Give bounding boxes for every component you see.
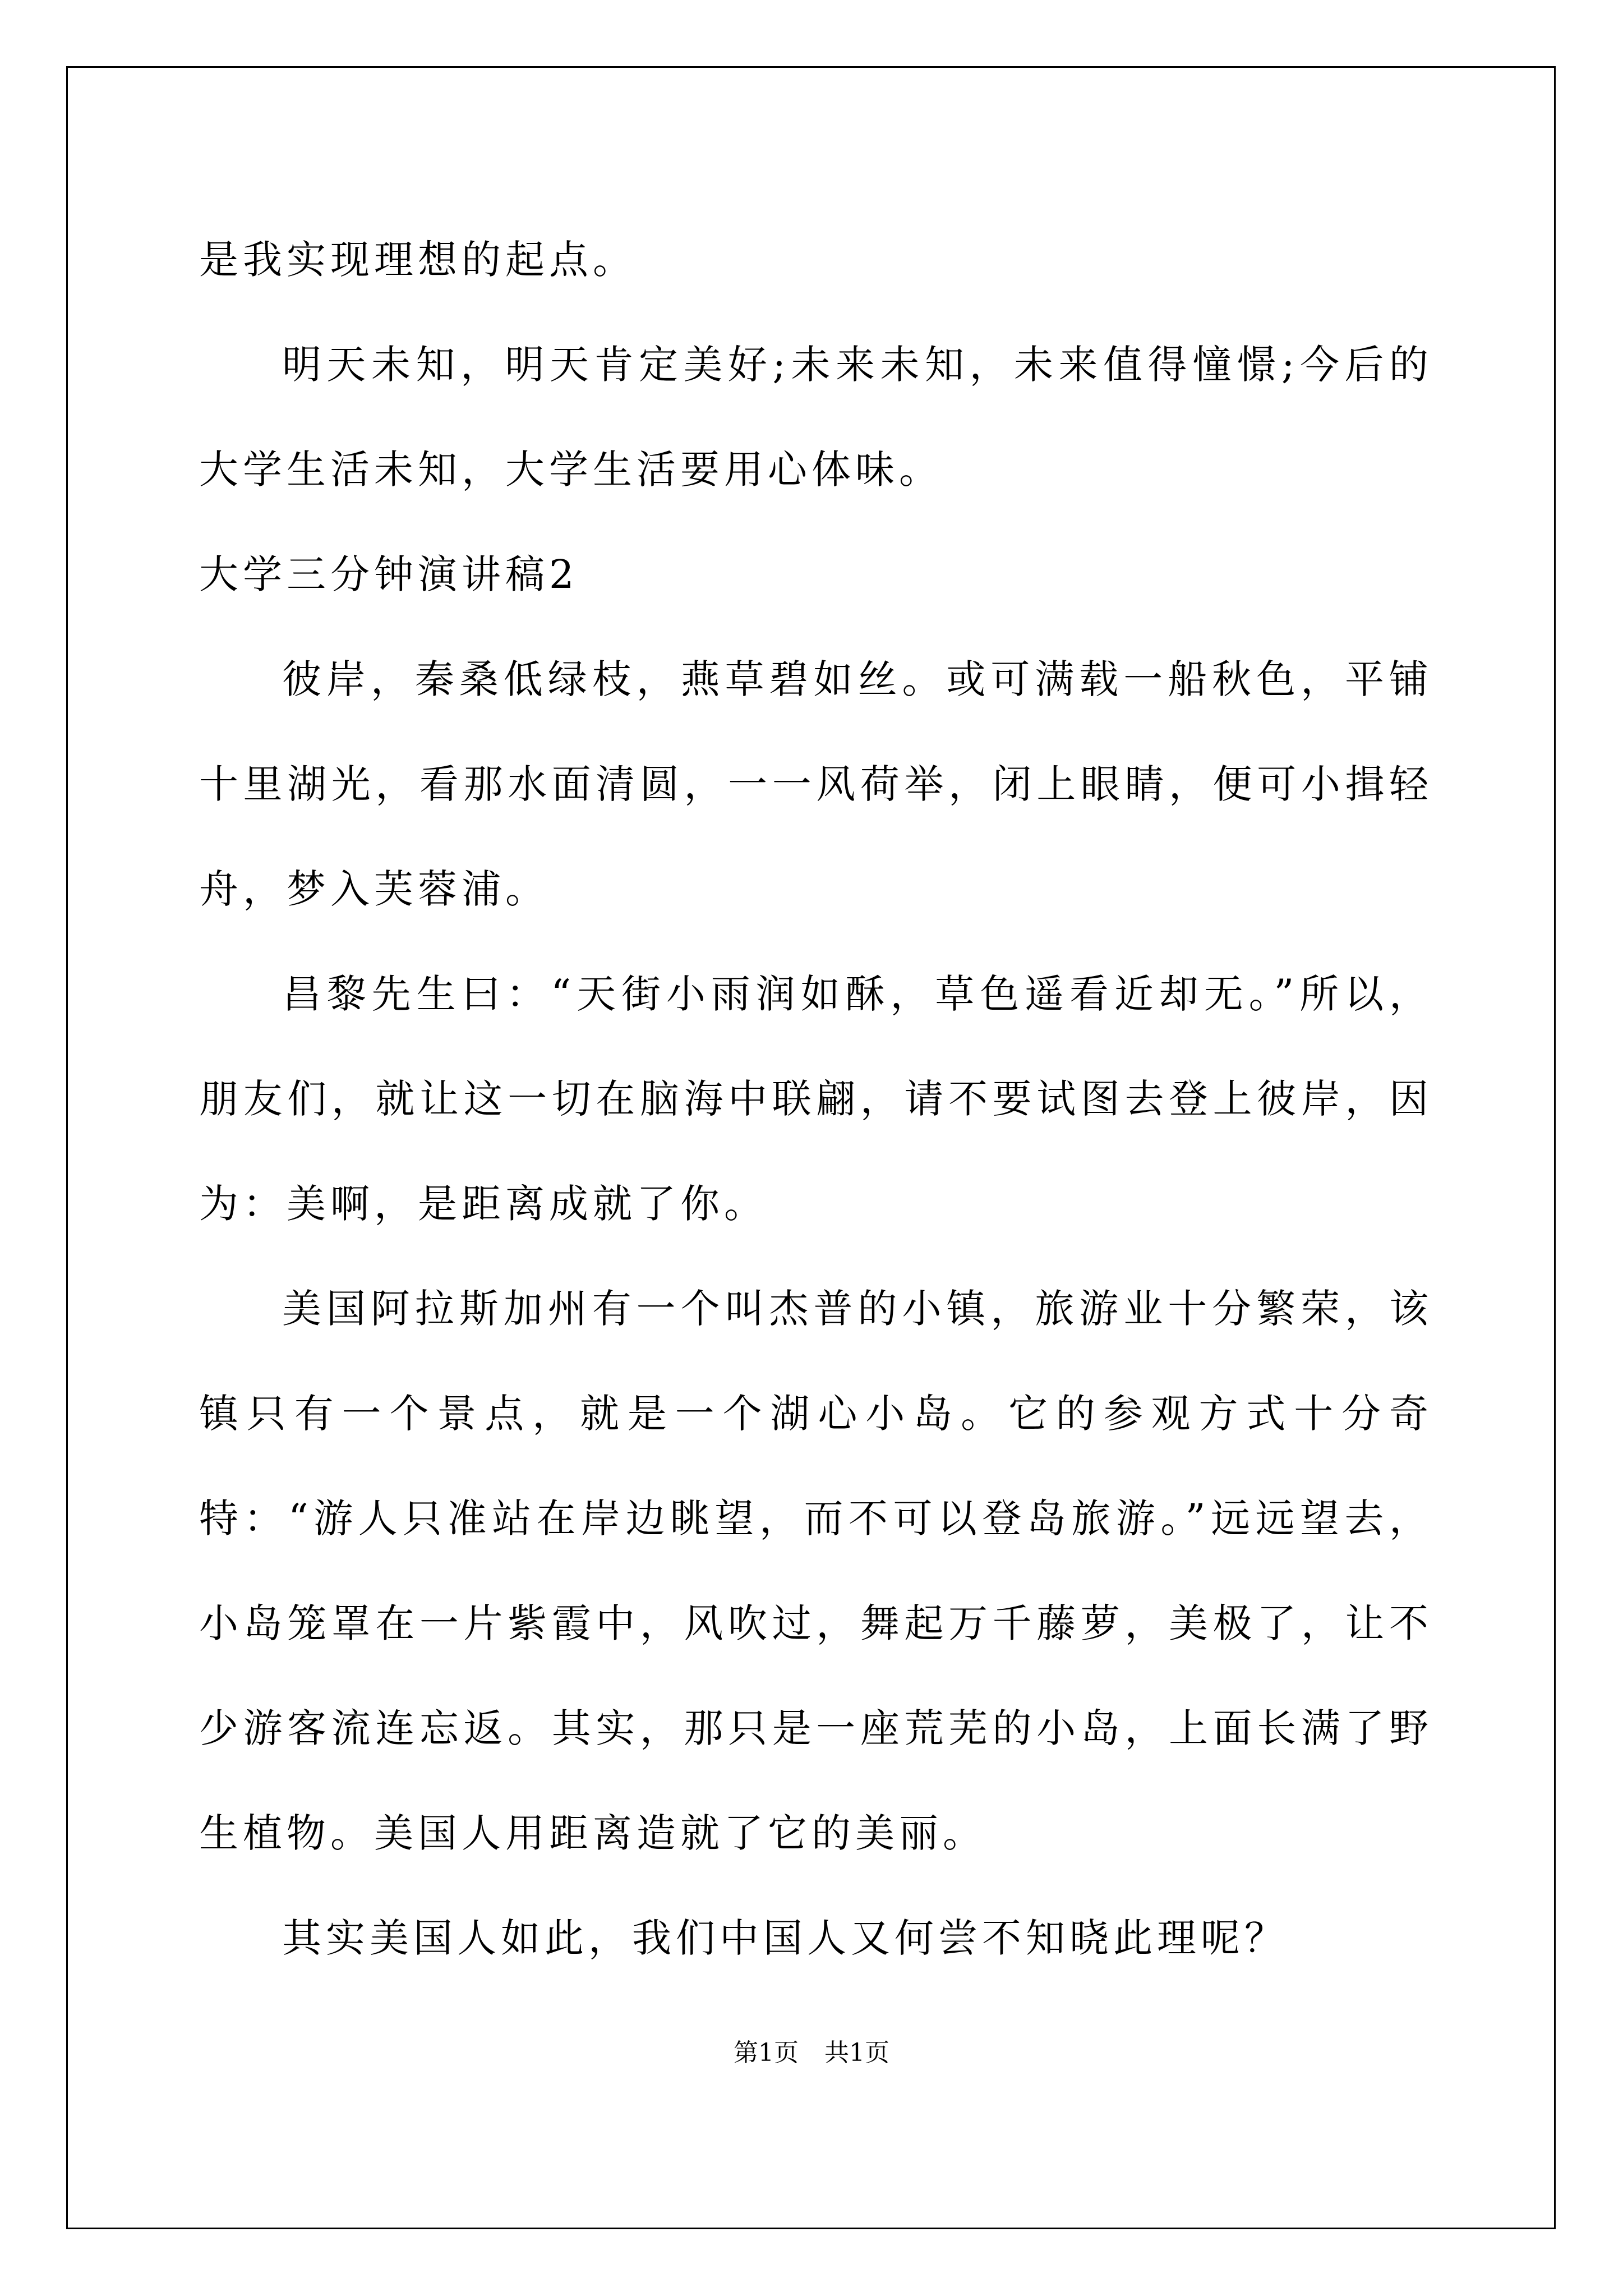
page-total: 共1页 <box>824 2039 889 2067</box>
document-body <box>199 208 1433 1991</box>
paragraph-2: 明天未知，明天肯定美好;未来未知，未来值得憧憬;今后的大学生活未知，大学生活要用心体味。 <box>199 342 1433 493</box>
page-number: 第1页 <box>734 2039 799 2067</box>
page-footer <box>0 2036 1623 2070</box>
paragraph-3: 彼岸，秦桑低绿枝，燕草碧如丝。或可满载一船秋色，平铺十里湖光，看那水面清圆，一一风荷举，闭上眼睛，便可小揖轻舟，梦入芙蓉浦。 <box>199 656 1433 912</box>
paragraph-5: 美国阿拉斯加州有一个叫杰普的小镇，旅游业十分繁荣，该镇只有一个景点，就是一个湖心小岛。它的参观方式十分奇特：“游人只准站在岸边眺望，而不可以登岛旅游。”远远望去，小岛笼罩在一片紫霞中，风吹过，舞起万千藤萝，美极了，让不少游客流连忘返。其实，那只是一座荒芜的小岛，上面长满了野生植物。美国人用距离造就了它的美丽。 <box>199 1286 1433 1856</box>
paragraph-4: 昌黎先生曰：“天街小雨润如酥，草色遥看近却无。”所以，朋友们，就让这一切在脑海中联翩，请不要试图去登上彼岸，因为：美啊，是距离成就了你。 <box>199 971 1433 1227</box>
paragraph-6: 其实美国人如此，我们中国人又何尝不知晓此理呢？ <box>282 1915 1288 1961</box>
paragraph-1: 是我实现理想的起点。 <box>199 237 637 283</box>
section-title: 大学三分钟演讲稿2 <box>199 551 579 597</box>
